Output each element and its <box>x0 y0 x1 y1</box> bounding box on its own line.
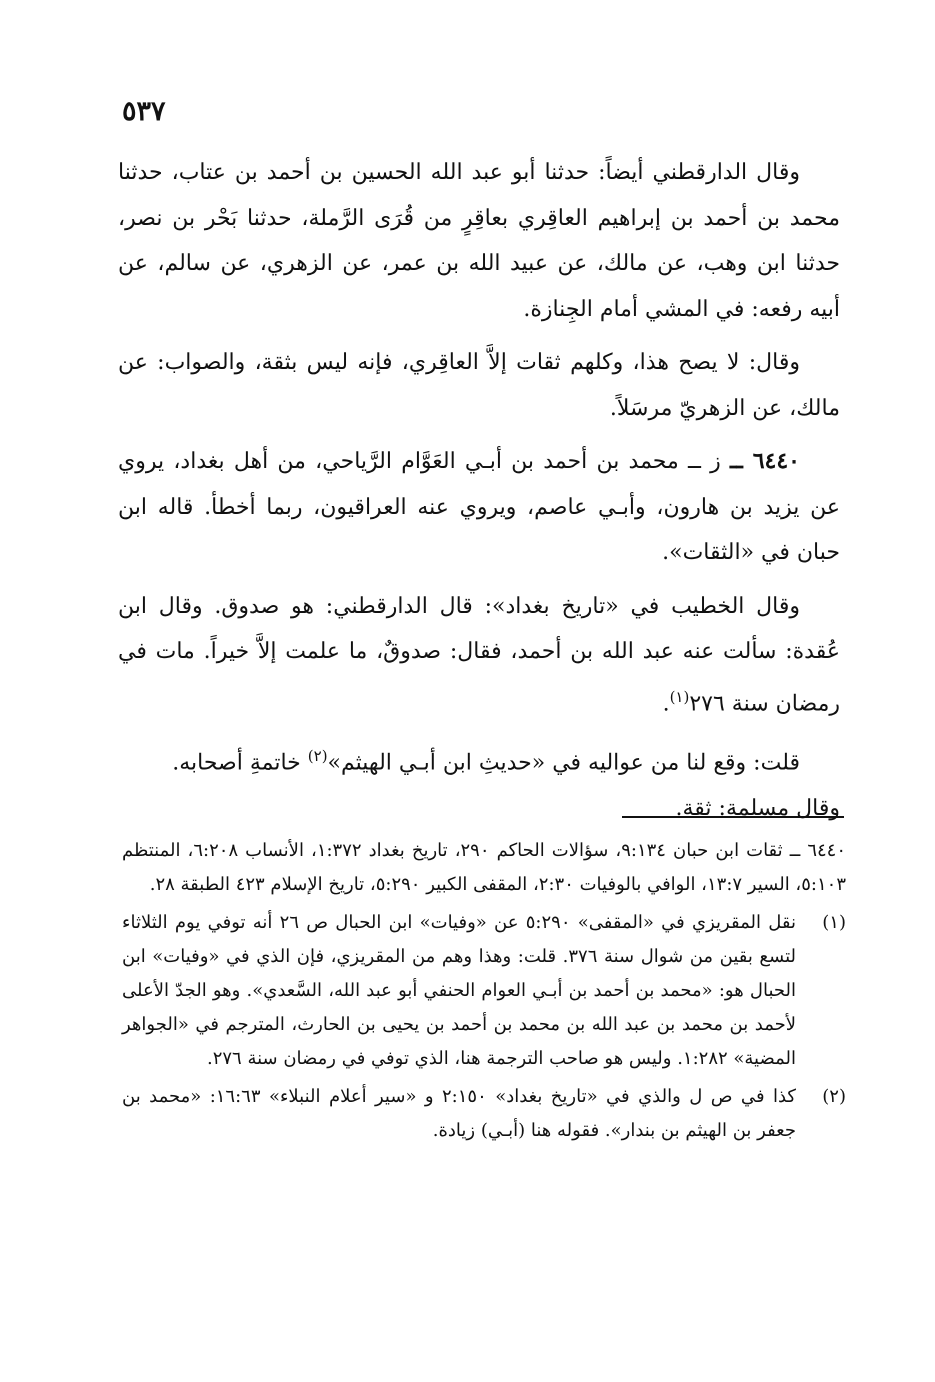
footnote-2-text: كذا في ص ل والذي في «تاريخ بغداد» ٢:١٥٠ و «سير أعلام النبلاء» ١٦:٦٣: «محمد بن جعفر بن الهيثم بن بندار». فقوله هنا (أبـي) زيادة. <box>122 1086 796 1141</box>
paragraph-entry <box>118 439 840 576</box>
paragraph-4-text: وقال الخطيب في «تاريخ بغداد»: قال الدارقطني: هو صدوق. وقال ابن عُقدة: سألت عنه عبد الله بن أحمد، فقال: صدوقٌ، ما علمت إلاَّ خيراً. مات في رمضان سنة ٢٧٦ <box>118 593 840 716</box>
footnotes <box>122 834 846 1152</box>
footnote-1-text: نقل المقريزي في «المقفى» ٥:٢٩٠ عن «وفيات» ابن الحبال ص ٢٦ أنه توفي يوم الثلاثاء لتسع بقين من شوال سنة ٣٧٦. قلت: وهذا وهم من المقريزي، فإن الذي في «وفيات» ابن الحبال هو: «محمد بن أحمد بن أبـي العوام الحنفي أبو عبد الله، السَّعدي». وهو الجدّ الأعلى لأحمد بن محمد بن عبد الله بن محمد بن أحمد بن يحيى بن الحارث، المترجم في «الجواهر المضية» ١:٢٨٢. وليس هو صاحب الترجمة هنا، الذي توفي في رمضان سنة ٢٧٦. <box>122 912 796 1069</box>
footnote-separator <box>622 816 844 818</box>
main-text <box>118 150 840 832</box>
paragraph-4-end: . <box>662 690 670 716</box>
footnote-ref-1[interactable]: (١) <box>669 687 690 706</box>
footnote-1-marker: (١) <box>822 912 846 933</box>
page-number: ٥٣٧ <box>122 96 166 127</box>
paragraph-5 <box>118 734 840 786</box>
footnote-2 <box>122 1080 846 1148</box>
paragraph-6: وقال مسلمة: ثقة. <box>675 796 840 822</box>
entry-text: ز ــ محمد بن أحمد بن أبـي العَوَّام الرَّياحي، من أهل بغداد، يروي عن يزيد بن هارون، وأبـي عاصم، ويروي عنه العراقيون، ربما أخطأ. قاله ابن حبان في «الثقات». <box>118 449 840 565</box>
paragraph-5-text: قلت: وقع لنا من عواليه في «حديثِ ابن أبـي الهيثم» <box>327 750 800 776</box>
paragraph-5-end: خاتمةِ أصحابه. <box>172 750 308 776</box>
paragraph-4 <box>118 584 840 727</box>
footnote-2-marker: (٢) <box>822 1086 846 1107</box>
footnote-1 <box>122 906 846 1076</box>
entry-number: ٦٤٤٠ ــ <box>729 448 800 474</box>
footnote-source <box>122 834 846 902</box>
footnote-ref-2[interactable]: (٢) <box>307 747 328 766</box>
paragraph-2: وقال: لا يصح هذا، وكلهم ثقات إلاَّ العاقِري، فإنه ليس بثقة، والصواب: عن مالك، عن الزهريّ مرسَلاً. <box>118 350 840 421</box>
footnote-source-text: ٦٤٤٠ ــ ثقات ابن حبان ٩:١٣٤، سؤالات الحاكم ٢٩٠، تاريخ بغداد ١:٣٧٢، الأنساب ٦:٢٠٨، المنتظم ٥:١٠٣، السير ١٣:٧، الوافي بالوفيات ٢:٣٠، المقفى الكبير ٥:٢٩٠، تاريخ الإسلام ٤٢٣ الطبقة ٢٨. <box>122 840 846 895</box>
paragraph-1: وقال الدارقطني أيضاً: حدثنا أبو عبد الله الحسين بن أحمد بن عتاب، حدثنا محمد بن أحمد بن إبراهيم العاقِري بعاقِرٍ من قُرَى الرَّملة، حدثنا بَحْر بن نصر، حدثنا ابن وهب، عن مالك، عن عبيد الله بن عمر، عن الزهري، عن سالم، عن أبيه رفعه: في المشي أمام الجِنازة. <box>118 160 840 322</box>
